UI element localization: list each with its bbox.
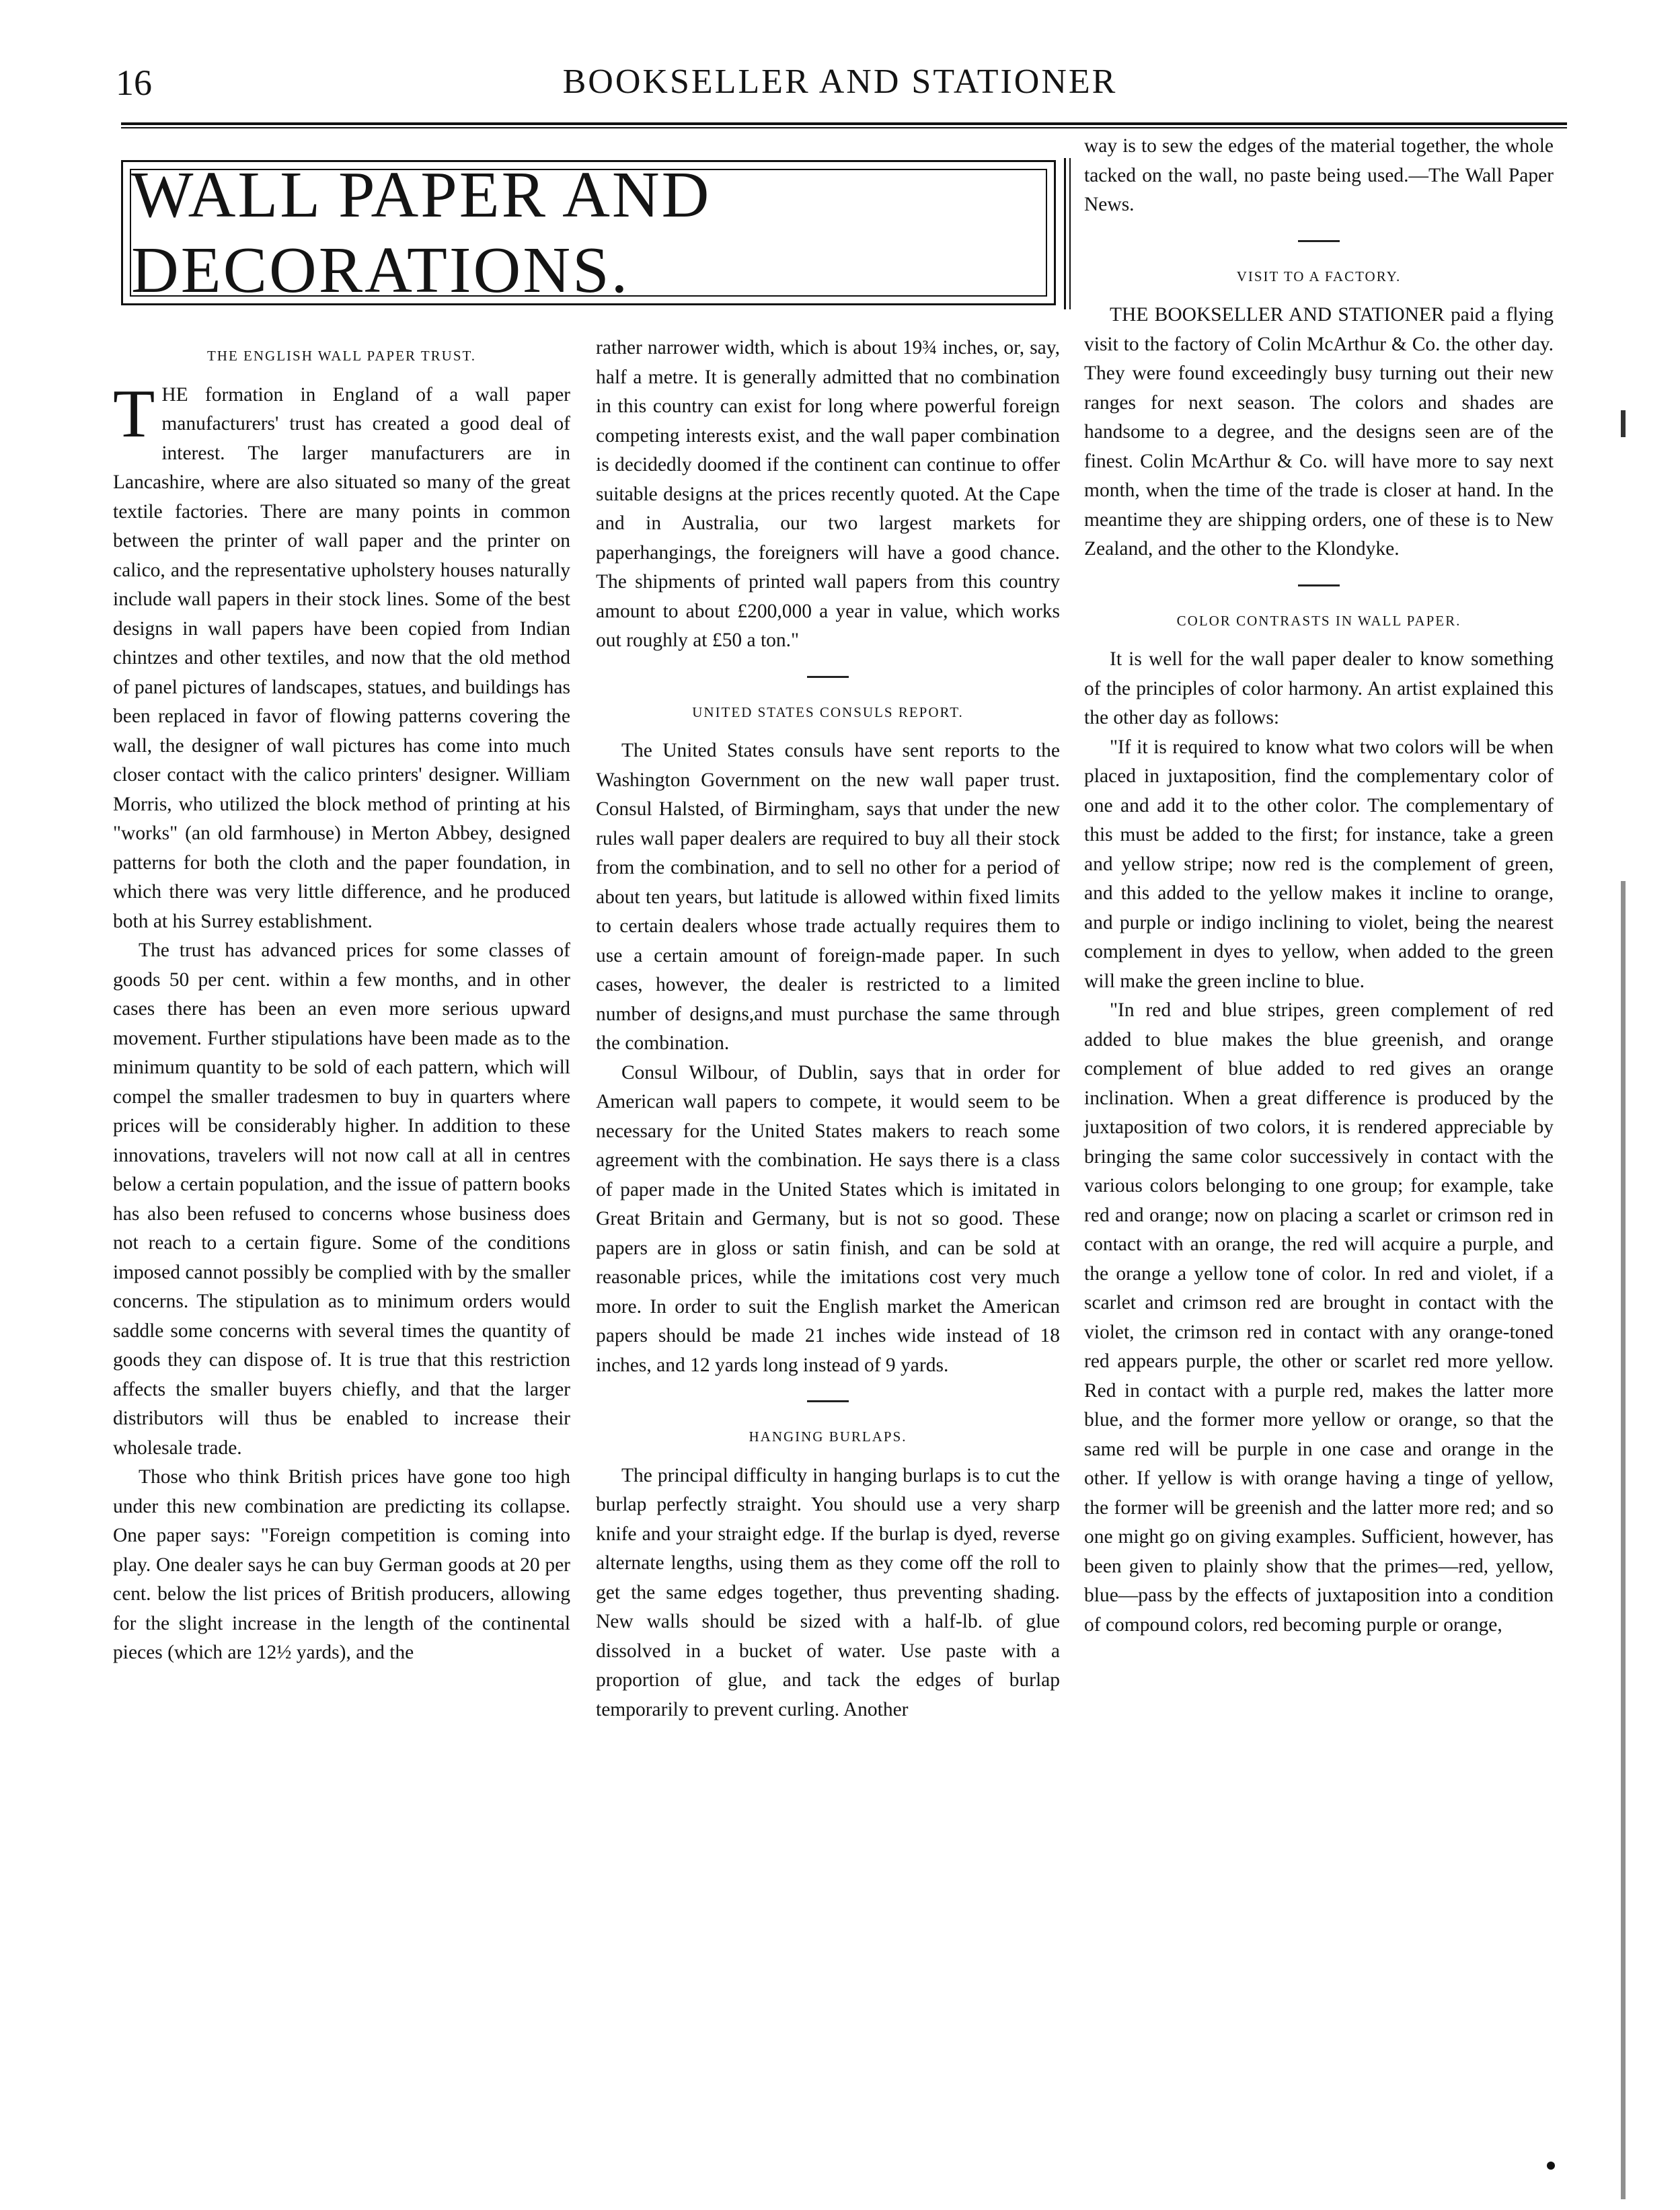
section-heading-contrasts: COLOR CONTRASTS IN WALL PAPER. [1176,612,1461,629]
section-divider [807,1400,849,1402]
paragraph-text: HE formation in England of a wall paper manufacturers' trust has created a good deal of interest. The larger manufacturers are in Lancashire, where are also situated so many of the great textile factories. There are many points in common between the printer of wall paper and the printer on calico, and the representative upholstery houses naturally include wall papers in their stock lines. Some of the best designs in wall papers have been copied from Indian chintzes and other textiles, and now that the old method of panel pictures of landscapes, statues, and buildings has been replaced in favor of flowing patterns covering the wall, the designer of wall pictures has come into much closer contact with the calico printers' designer. William Morris, who utilized the block method of printing at his "works" (an old farmhouse) in Merton Abbey, designed patterns for both the cloth and the paper foundation, in which there was very little difference, and he produced both at his Surrey establishment. [113,383,570,932]
paragraph: It is well for the wall paper dealer to know something of the principles of color harmony. An artist explained this the other day as follows: [1084,648,1554,728]
paragraph [113,375,570,937]
section-divider [1298,584,1340,586]
paragraph: The principal difficulty in hanging burlaps is to cut the burlap perfectly straight. You should use a very sharp knife and your straight edge. If the burlap is dyed, reverse alternate lengths, using them as they come off the roll to get the same edges together, thus preventing shading. New walls should be sized with a half-lb. of glue dissolved in a bucket of water. Use paste with a proportion of glue, and tack the edges of burlap temporarily to prevent curling. Another [596,1464,1060,1720]
paragraph: way is to sew the edges of the material together, the whole tacked on the wall, no paste being used.—The Wall Paper News. [1084,135,1554,215]
section-divider [807,676,849,678]
margin-scan-streak [1621,881,1626,2199]
paragraph: The trust has advanced prices for some classes of goods 50 per cent. within a few months, and in other cases there has been an even more serious upward movement. Further stipulations have been made as to the minimum quantity to be sold of each pattern, which will compel the smaller tradesmen to buy in quarters where prices will be considerably higher. In addition to these innovations, travelers will not now call at all in centres below a certain population, and the issue of pattern books has also been refused to concerns whose business does not reach to a certain figure. Some of the conditions imposed cannot possibly be complied with by the smaller concerns. The stipulation as to minimum orders would saddle some concerns with several times the quantity of goods they can dispose of. It is true that this restriction affects the smaller buyers chiefly, and that the larger distributors will thus be enabled to increase their wholesale trade. [113,940,570,1459]
running-head [0,62,1680,116]
column-3 [1084,132,1554,1640]
section-heading-factory: VISIT TO A FACTORY. [1236,268,1402,284]
paragraph: "If it is required to know what two colors will be when placed in juxtaposition, find the complementary color of one and add it to the other color. The complementary of this must be added to the first; for instance, take a green and yellow stripe; now red is the complement of green, and this added to the yellow makes it incline to orange, and purple or indigo inclining to violet, being the nearest complement in dyes to yellow, when added to the green will make the green incline to blue. [1084,736,1554,992]
paragraph: THE BOOKSELLER AND STATIONER paid a flying visit to the factory of Colin McArthur & Co. the other day. They were found exceedingly busy turning out their new ranges for next season. The colors and shades are handsome to a degree, and the designs seen are of the finest. Colin McArthur & Co. will have more to say next month, when the time of the trade is closer at hand. In the meantime they are shipping orders, one of these is to New Zealand, and the other to the Klondyke. [1084,304,1554,560]
title-side-rule [1064,158,1071,309]
column-2 [596,334,1060,1724]
paragraph: "In red and blue stripes, green complement of red added to blue makes the blue greenish, and orange complement of blue added to red gives an orange inclination. When a great difference is produced by the juxtaposition of two colors, it is rendered appreciable by bringing the same color successively in contact with the various colors belonging to one group; for example, take red and orange; now on placing a scarlet or crimson red in contact with an orange, the red will acquire a purple, and the orange a yellow tone of color. In red and violet, if a scarlet and crimson red are brought in contact with the violet, the crimson red in contact with any orange-toned red appears purple, the other or scarlet red more yellow. Red in contact with a purple red, makes the latter more blue, and the former more yellow or orange, so that the same red will be purple in one case and orange in the other. If yellow is with orange having a tinge of yellow, the former will be greenish and the latter more red; and so one might go on giving examples. Sufficient, however, has been given to plainly show that the primes—red, yellow, blue—pass by the effects of juxtaposition into a condition of compound colors, red becoming purple or orange, [1084,999,1554,1636]
paragraph: The United States consuls have sent reports to the Washington Government on the new wall paper trust. Consul Halsted, of Birmingham, says that under the new rules wall paper dealers are required to buy all their stock from the combination, and to sell no other for a period of about ten years, but latitude is allowed within fixed limits to certain dealers whose trade actually requires them to use a certain amount of foreign-made paper. In such cases, however, the dealer is restricted to a limited number of designs,and must purchase the same through the combination. [596,740,1060,1054]
column-1 [113,334,570,1668]
journal-title: BOOKSELLER AND STATIONER [562,63,1118,101]
page-dot [1547,2162,1555,2170]
drop-cap: T [113,375,155,452]
header-rule [121,122,1567,128]
paragraph: rather narrower width, which is about 19¾ inches, or, say, half a metre. It is generally admitted that no combination in this country can exist for long where powerful foreign competing interests exist, and the wall paper combination is decidedly doomed if the continent can continue to offer suitable designs at the prices recently quoted. At the Cape and in Australia, our two largest markets for paperhangings, the foreigners will have a good chance. The shipments of printed wall papers from this country amount to about £200,000 a year in value, which works out roughly at £50 a ton." [596,337,1060,651]
margin-scan-mark [1621,410,1626,437]
paragraph: Consul Wilbour, of Dublin, says that in order for American wall papers to compete, it would seem to be necessary for the United States makers to reach some agreement with the combination. He says there is a class of paper made in the United States which is imitated in Great Britain and Germany, but is not so good. These papers are in gloss or satin finish, and can be sold at reasonable prices, while the imitations cost very much more. In order to suit the English market the American papers should be made 21 inches wide instead of 18 inches, and 12 yards long instead of 9 yards. [596,1061,1060,1376]
article-title-frame [121,160,1056,305]
section-heading-trust: THE ENGLISH WALL PAPER TRUST. [206,348,477,364]
article-title: WALL PAPER AND DECORATIONS. [131,159,712,307]
paragraph: Those who think British prices have gone too high under this new combination are predicting its collapse. One paper says: "Foreign competition is coming into play. One dealer says he can buy German goods at 20 per cent. below the list prices of British producers, allowing for the slight increase in the length of the continental pieces (which are 12½ yards), and the [113,1466,570,1663]
section-divider [1298,240,1340,242]
page-number: 16 [116,63,152,103]
section-heading-burlaps: HANGING BURLAPS. [749,1428,907,1445]
section-heading-consuls: UNITED STATES CONSULS REPORT. [692,703,964,720]
article-title-inner-frame [130,159,1047,307]
